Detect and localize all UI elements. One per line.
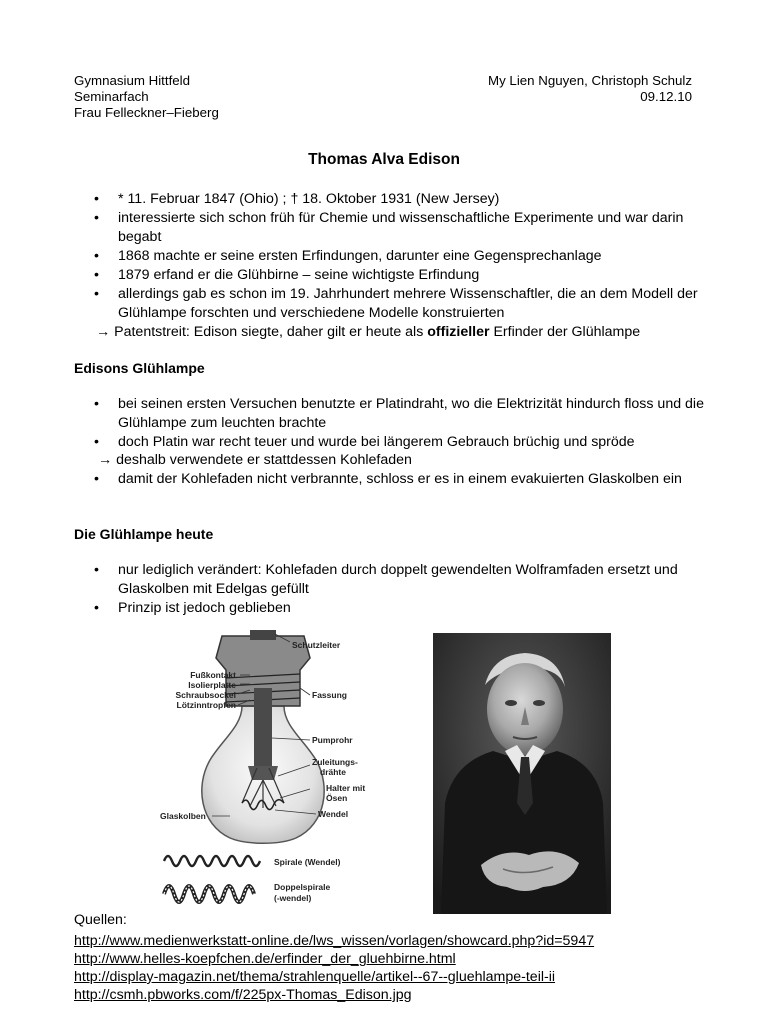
- section-heading-edisons-gluehlampe: Edisons Glühlampe: [74, 360, 205, 376]
- list-item: • interessierte sich schon früh für Chemie und wissenschaftliche Experimente und war darin begabt: [74, 209, 714, 247]
- label-schutzleiter: Schutzleiter: [292, 640, 341, 650]
- header-right: [488, 73, 692, 105]
- label-doppelspirale-2: (-wendel): [274, 893, 312, 903]
- label-doppelspirale-1: Doppelspirale: [274, 882, 331, 892]
- patent-note-bold: offizieller: [427, 324, 490, 340]
- patent-note-prefix: → Patentstreit: Edison siegte, daher gilt er heute als: [96, 324, 428, 340]
- list-item: • bei seinen ersten Versuchen benutzte er Platindraht, wo die Elektrizität hindurch floss und die Glühlampe zum leuchten brachte: [74, 395, 714, 433]
- source-link[interactable]: http://www.helles-koepfchen.de/erfinder_der_gluehbirne.html: [74, 951, 456, 967]
- double-spiral-icon: [164, 886, 254, 902]
- course-name: Seminarfach: [74, 89, 149, 104]
- list-item: • nur lediglich verändert: Kohlefaden durch doppelt gewendelten Wolframfaden ersetzt und Glaskolben mit Edelgas gefüllt: [74, 561, 714, 599]
- school-name: Gymnasium Hittfeld: [74, 73, 191, 88]
- list-item: • 1879 erfand er die Glühbirne – seine wichtigste Erfindung: [74, 266, 714, 285]
- pump-tube: [254, 688, 272, 766]
- list-item: • damit der Kohlefaden nicht verbrannte, schloss er es in einem evakuierten Glaskolben ein: [74, 470, 714, 489]
- section-heading-gluehlampe-heute: Die Glühlampe heute: [74, 526, 214, 542]
- author-names: My Lien Nguyen, Christoph Schulz: [488, 73, 692, 88]
- patent-note: [96, 323, 640, 342]
- list-item: • allerdings gab es schon im 19. Jahrhundert mehrere Wissenschaftler, die an dem Modell der Glühlampe forschten und verschiedene Modelle konstruierten: [74, 285, 714, 323]
- section1-list: [74, 395, 714, 452]
- section1-list-2: [74, 470, 714, 489]
- label-isolierplatte: Isolierplatte: [188, 680, 236, 690]
- single-spiral-icon: [164, 856, 260, 866]
- label-loetzinntropfen: Lötzinntropfen: [176, 700, 236, 710]
- label-zuleitung-1: Zuleitungs-: [312, 757, 358, 767]
- source-link[interactable]: http://csmh.pbworks.com/f/225px-Thomas_Edison.jpg: [74, 987, 412, 1003]
- label-glaskolben: Glaskolben: [160, 811, 206, 821]
- label-zuleitung-2: drähte: [320, 767, 346, 777]
- list-item: • doch Platin war recht teuer und wurde bei längerem Gebrauch brüchig und spröde: [74, 433, 714, 452]
- document-date: 09.12.10: [640, 89, 692, 104]
- label-pumprohr: Pumprohr: [312, 735, 353, 745]
- label-halter-2: Ösen: [326, 793, 348, 803]
- source-link[interactable]: http://display-magazin.net/thema/strahlenquelle/artikel--67--gluehlampe-teil-ii: [74, 969, 556, 985]
- document-title: Thomas Alva Edison: [308, 151, 460, 168]
- list-item: • Prinzip ist jedoch geblieben: [74, 599, 714, 618]
- carbon-filament-note: → deshalb verwendete er stattdessen Kohlefaden: [98, 452, 412, 468]
- list-item: • 1868 machte er seine ersten Erfindungen, darunter eine Gegensprechanlage: [74, 247, 714, 266]
- label-wendel: Wendel: [318, 809, 349, 819]
- list-item: • * 11. Februar 1847 (Ohio) ; † 18. Oktober 1931 (New Jersey): [74, 190, 714, 209]
- label-schraubsockel: Schraubsockel: [175, 690, 236, 700]
- intro-list: [74, 190, 714, 323]
- teacher-name: Frau Felleckner–Fieberg: [74, 105, 219, 120]
- sources-list: [74, 932, 594, 1004]
- label-spirale: Spirale (Wendel): [274, 857, 341, 867]
- label-halter-1: Halter mit: [326, 783, 366, 793]
- sources-label: Quellen:: [74, 912, 127, 928]
- header-left: [74, 73, 219, 121]
- label-fassung: Fassung: [312, 690, 347, 700]
- patent-note-suffix: Erfinder der Glühlampe: [489, 324, 641, 340]
- lightbulb-diagram: [150, 628, 380, 913]
- socket-cap: [250, 630, 276, 640]
- edison-portrait-photo: [433, 633, 611, 914]
- label-fusskontakt: Fußkontakt: [190, 670, 236, 680]
- source-link[interactable]: http://www.medienwerkstatt-online.de/lws_wissen/vorlagen/showcard.php?id=5947: [74, 933, 595, 949]
- section2-list: [74, 561, 714, 618]
